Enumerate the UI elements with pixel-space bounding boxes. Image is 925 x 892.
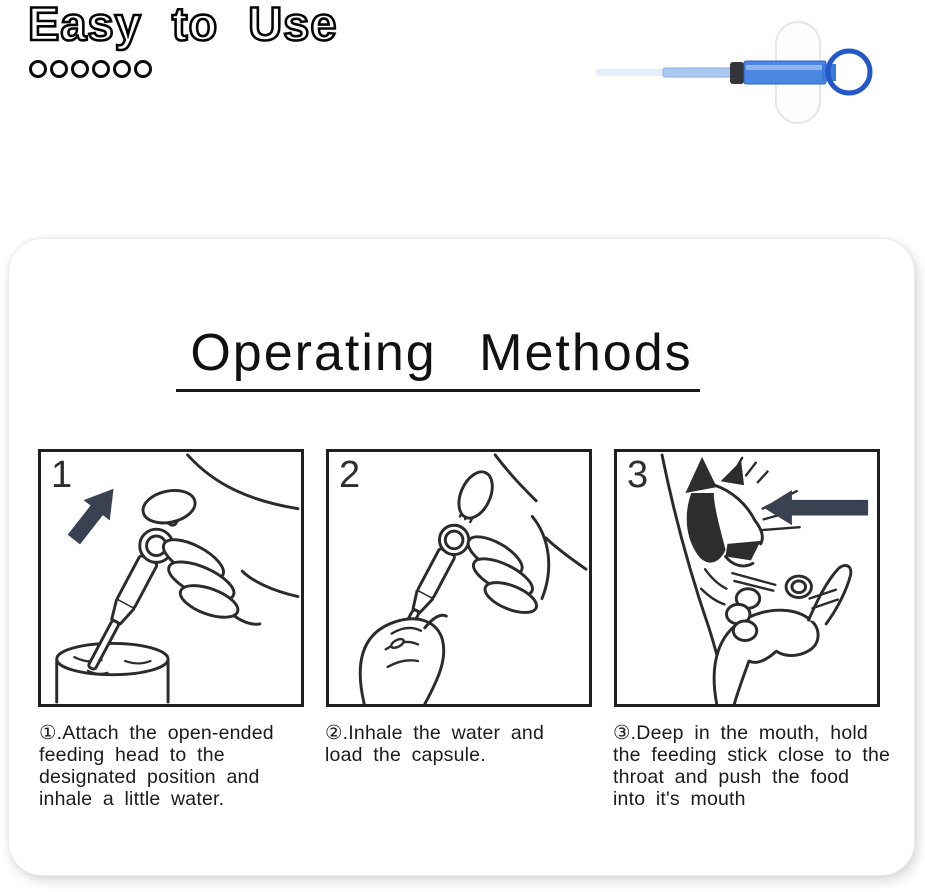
caption-line: throat and push the food — [613, 766, 850, 788]
dot-icon — [50, 60, 68, 78]
operating-methods-card — [8, 238, 915, 876]
caption-line: ③.Deep in the mouth, hold — [613, 722, 868, 744]
syringe-barrel — [744, 61, 826, 84]
caption-line: ①.Attach the open-ended — [39, 722, 274, 744]
dot-icon — [71, 60, 89, 78]
dot-icon — [29, 60, 47, 78]
title-dots — [29, 60, 152, 78]
step2-number: 2 — [339, 454, 361, 496]
step1-caption — [39, 722, 307, 810]
step3-illustration-panel — [614, 449, 880, 707]
caption-line: the feeding stick close to the — [613, 744, 891, 766]
step1-drawing-draw-water-from-cup — [41, 452, 301, 704]
page-title: Easy to Use — [28, 0, 338, 50]
caption-line: load the capsule. — [325, 744, 486, 766]
step3-caption — [613, 722, 905, 810]
step2-drawing-load-capsule — [329, 452, 589, 704]
step1-illustration-panel — [38, 449, 304, 707]
step1-number: 1 — [51, 454, 73, 496]
syringe-tip-end — [596, 69, 668, 76]
step2-illustration-panel — [326, 449, 592, 707]
step3-number: 3 — [627, 454, 649, 496]
caption-line: into it's mouth — [613, 788, 746, 810]
caption-line: inhale a little water. — [39, 788, 225, 810]
caption-line: designated position and — [39, 766, 260, 788]
heading-underline — [176, 389, 700, 392]
step3-drawing-feed-cat — [617, 452, 877, 704]
dot-icon — [134, 60, 152, 78]
caption-line: ②.Inhale the water and — [325, 722, 545, 744]
caption-line: feeding head to the — [39, 744, 225, 766]
step2-caption — [325, 722, 593, 766]
syringe-band — [730, 62, 744, 84]
arrow-left-icon — [764, 490, 869, 525]
card-heading: Operating Methods — [190, 324, 693, 382]
dot-icon — [92, 60, 110, 78]
syringe-tip — [663, 68, 733, 77]
pill-dispenser-syringe-image — [558, 15, 903, 130]
dot-icon — [113, 60, 131, 78]
